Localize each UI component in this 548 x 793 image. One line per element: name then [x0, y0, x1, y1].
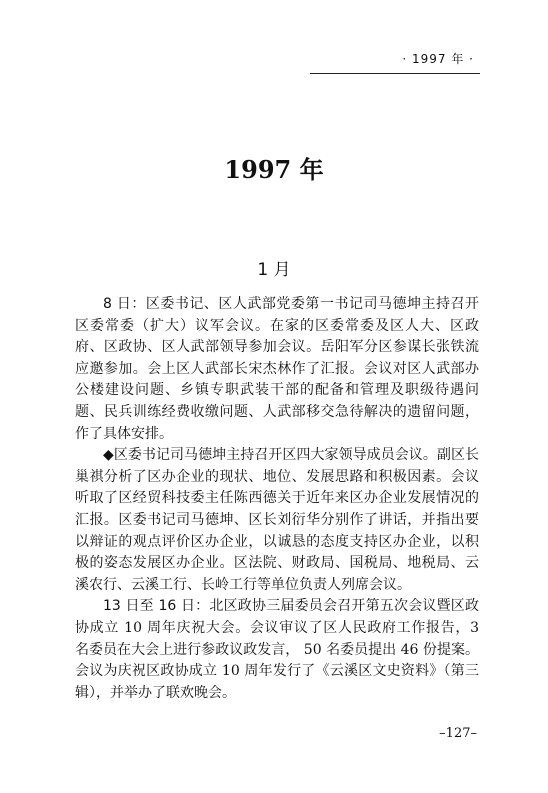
date-lead: 13 日至 16 日：	[103, 598, 210, 615]
page-number: –127–	[439, 726, 477, 741]
body-text	[75, 294, 479, 704]
diamond-bullet: ◆	[103, 447, 114, 464]
year-title: 1997 年	[224, 155, 324, 184]
paragraph-text: 区委书记司马德坤主持召开区四大家领导成员会议。副区长巢祺分析了区办企业的现状、地位、发展思路和积极因素。会议听取了区经贸科技委主任陈西德关于近年来区办企业发展情况的汇报。区委书记司马德坤、区长刘衍华分别作了讲话，并指出要以辩证的观点评价区办企业，以诚恳的态度支持区办企业，以积极的姿态发展区办企业。区法院、财政局、国税局、地税局、云溪农行、云溪工行、长岭工行等单位负责人列席会议。	[75, 447, 479, 593]
paragraph-jan-8	[75, 294, 479, 445]
header-rule	[310, 73, 480, 74]
paragraph-text: 北区政协三届委员会召开第五次会议暨区政协成立 10 周年庆祝大会。会议审议了区人民政府工作报告，3 名委员在大会上进行参政议政发言， 50 名委员提出 46 份提案。会议为庆祝区政协成立 10 周年发行了《云溪区文史资料》（第三辑），并举办了联欢晚会。	[75, 598, 480, 701]
month-title: 1 月	[257, 260, 291, 280]
paragraph-diamond-item	[75, 445, 479, 596]
paragraph-jan-13-16	[75, 596, 479, 704]
paragraph-text: 区委书记、区人武部党委第一书记司马德坤主持召开区委常委（扩大）议军会议。在家的区委常委及区人大、区政府、区政协、区人武部领导参加会议。岳阳军分区参谋长张铁流应邀参加。会上区人武部长宋杰林作了汇报。会议对区人武部办公楼建设问题、乡镇专职武装干部的配备和管理及职级待遇问题、民兵训练经费收缴问题、人武部移交急待解决的遗留问题，作了具体安排。	[75, 296, 479, 442]
running-head: · 1997 年 ·	[402, 52, 474, 66]
date-lead: 8 日：	[103, 296, 146, 312]
